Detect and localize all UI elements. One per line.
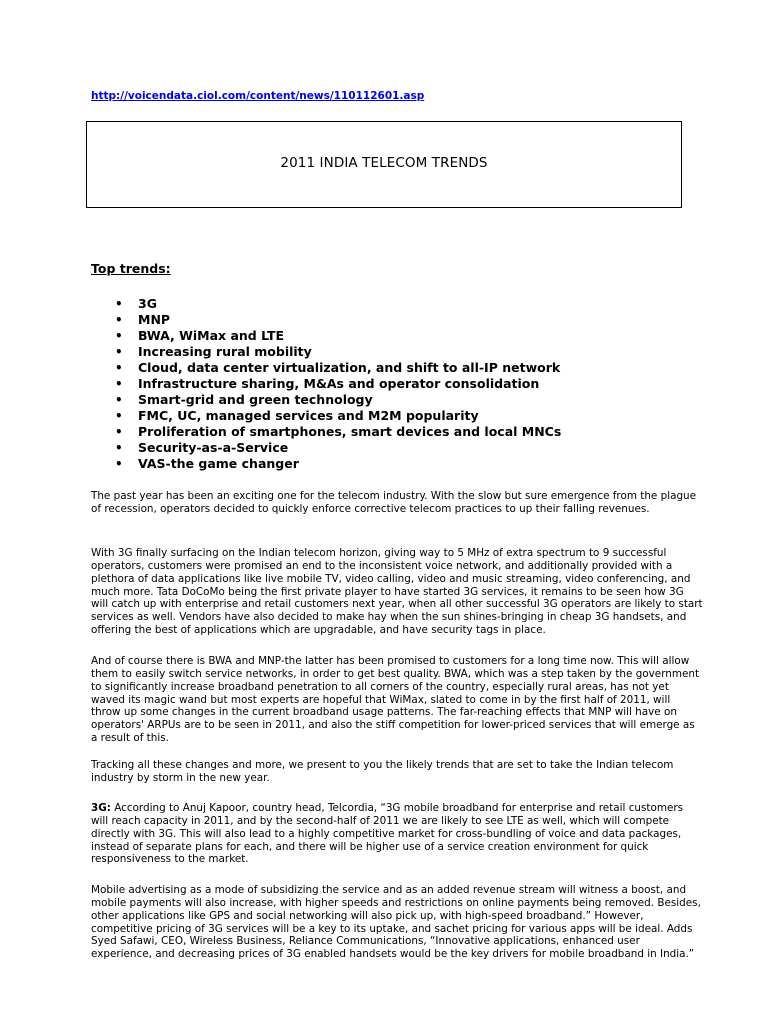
bullet-icon: • (115, 329, 123, 343)
paragraph-3g-text: According to Anuj Kapoor, country head, Telcordia, “3G mobile broadband for enterprise and retail customers will reach capacity in 2011, and by the second-half of 2011 we are likely to see LTE as well, which will compete directly with 3G. This will also lead to a highly competitive market for cross-bundling of voice and data packages, instead of separate plans for each, and there will be higher use of a service creation environment for quick responsiveness to the market. (91, 802, 684, 866)
trend-item-label: Security-as-a-Service (138, 440, 289, 455)
trend-item (91, 312, 561, 328)
bullet-icon: • (115, 441, 123, 455)
trend-item-label: VAS-the game changer (138, 456, 299, 471)
trend-item-label: MNP (138, 312, 171, 327)
trend-item-label: BWA, WiMax and LTE (138, 328, 285, 343)
bullet-icon: • (115, 313, 123, 327)
trend-item-label: Proliferation of smartphones, smart devices and local MNCs (138, 424, 562, 439)
paragraph-tracking: Tracking all these changes and more, we present to you the likely trends that are set to take the Indian telecom industry by storm in the new year. (91, 759, 674, 784)
trend-item-label: 3G (138, 296, 157, 311)
bullet-icon: • (115, 297, 123, 311)
source-link[interactable]: http://voicendata.ciol.com/content/news/110112601.asp (91, 90, 425, 102)
paragraph-3g-label: 3G: (91, 802, 111, 814)
paragraph-intro: The past year has been an exciting one for the telecom industry. With the slow but sure emergence from the plague of recession, operators decided to quickly enforce corrective telecom practices to up their falling revenues. (91, 490, 697, 515)
trend-item-label: Smart-grid and green technology (138, 392, 373, 407)
top-trends-list (91, 296, 561, 472)
bullet-icon: • (115, 377, 123, 391)
trend-item (91, 456, 561, 472)
trend-item (91, 408, 561, 424)
trend-item (91, 344, 561, 360)
paragraph-bwa-mnp: And of course there is BWA and MNP-the latter has been promised to customers for a long time now. This will allow them to easily switch service networks, in order to get best quality. BWA, which was a step taken by the government to significantly increase broadband penetration to all corners of the country, especially rural areas, has not yet waved its magic wand but most experts are hopeful that WiMax, slated to come in by the first half of 2011, will throw up some changes in the current broadband usage patterns. The far-reaching effects that MNP will have on operators' ARPUs are to be seen in 2011, and also the stiff competition for lower-priced services that will emerge as a result of this. (91, 655, 700, 745)
bullet-icon: • (115, 361, 123, 375)
bullet-icon: • (115, 393, 123, 407)
top-trends-heading: Top trends: (91, 261, 171, 276)
paragraph-3g-trend (91, 802, 703, 866)
trend-item (91, 296, 561, 312)
trend-item (91, 376, 561, 392)
trend-item-label: Infrastructure sharing, M&As and operator consolidation (138, 376, 540, 391)
trend-item (91, 424, 561, 440)
paragraph-mobile-advertising: Mobile advertising as a mode of subsidizing the service and as an added revenue stream will witness a boost, and mobile payments will also increase, with higher speeds and restrictions on online payments being removed. Besides, other applications like GPS and social networking will also pick up, with high-speed broadband.” However, competitive pricing of 3G services will be a key to its uptake, and sachet pricing for various apps will be ideal. Adds Syed Safawi, CEO, Wireless Business, Reliance Communications, “Innovative applications, enhanced user experience, and decreasing prices of 3G enabled handsets would be the key drivers for mobile broadband in India.” (91, 884, 701, 961)
bullet-icon: • (115, 409, 123, 423)
trend-item (91, 440, 561, 456)
bullet-icon: • (115, 425, 123, 439)
paragraph-3g-overview: With 3G finally surfacing on the Indian telecom horizon, giving way to 5 MHz of extra spectrum to 9 successful operators, customers were promised an end to the inconsistent voice network, and additionally provided with a plethora of data applications like live mobile TV, video calling, video and music streaming, video conferencing, and much more. Tata DoCoMo being the first private player to have started 3G services, it remains to be seen how 3G will catch up with enterprise and retail customers next year, when all other successful 3G operators are likely to start services as well. Vendors have also decided to make hay when the sun shines-bringing in cheap 3G handsets, and offering the best of applications which are upgradable, and have security tags in place. (91, 547, 703, 637)
trend-item-label: Cloud, data center virtualization, and shift to all-IP network (138, 360, 561, 375)
bullet-icon: • (115, 457, 123, 471)
title-box (86, 121, 682, 208)
bullet-icon: • (115, 345, 123, 359)
trend-item-label: FMC, UC, managed services and M2M popularity (138, 408, 479, 423)
document-title: 2011 INDIA TELECOM TRENDS (280, 155, 488, 171)
trend-item-label: Increasing rural mobility (138, 344, 312, 359)
trend-item (91, 328, 561, 344)
trend-item (91, 392, 561, 408)
trend-item (91, 360, 561, 376)
